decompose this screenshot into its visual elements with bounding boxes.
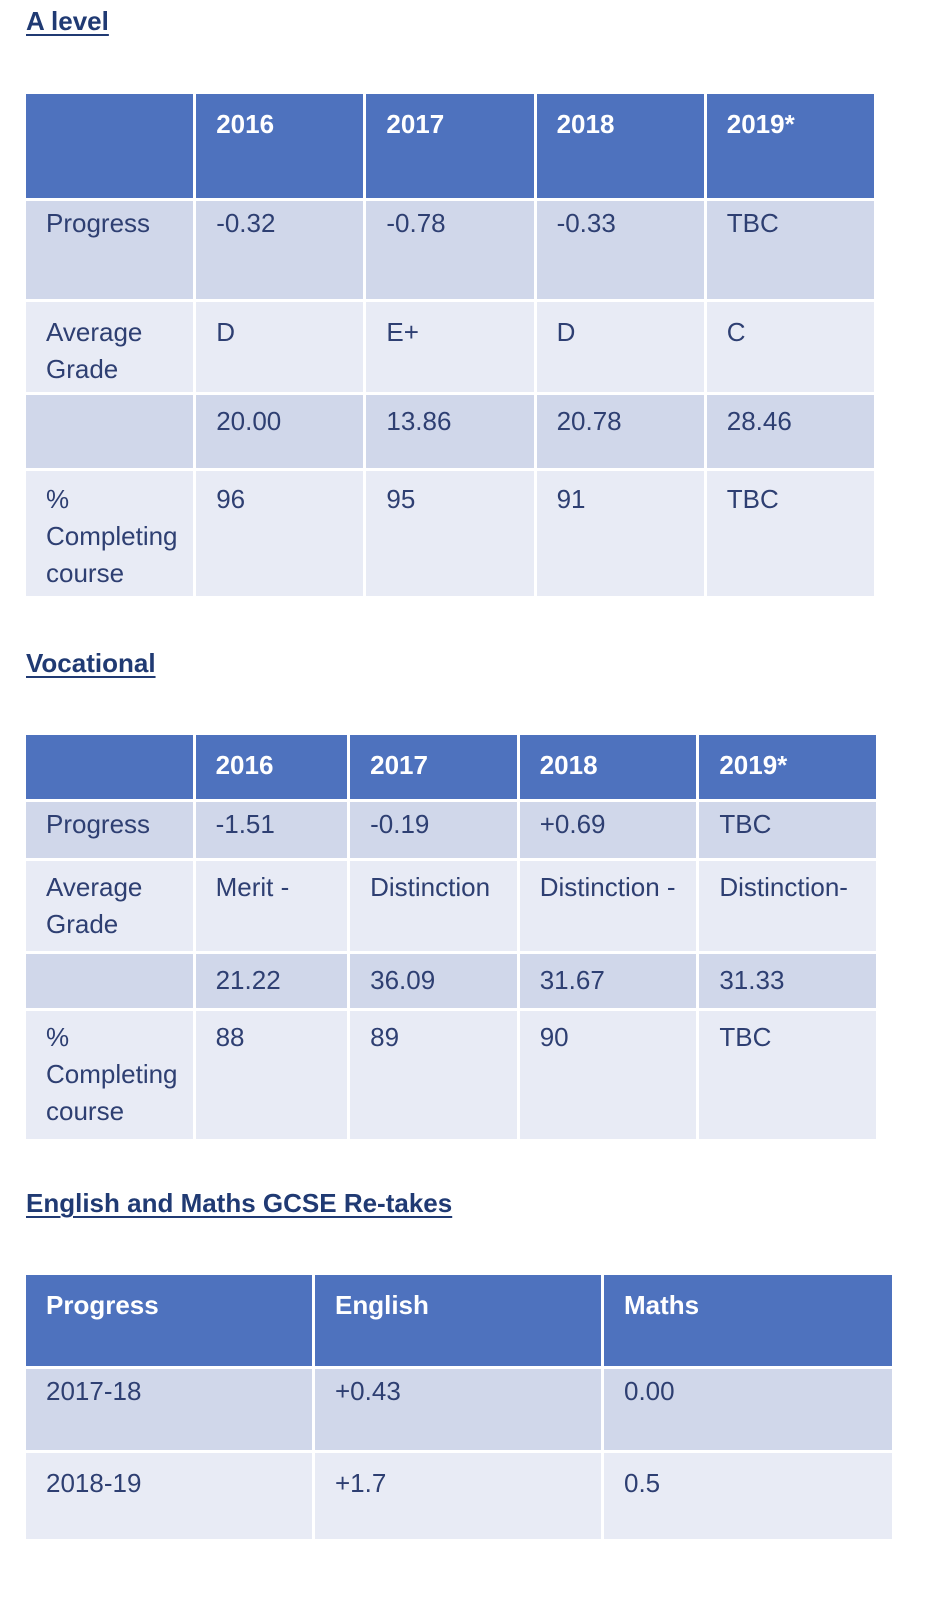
header-cell: 2019* [707,94,874,198]
table-cell: 31.33 [699,954,876,1008]
table-row [26,1369,892,1450]
table-row [26,201,874,299]
table-cell: 13.86 [366,395,533,468]
row-label: Average Grade [26,302,193,392]
table-cell: 21.22 [196,954,348,1008]
table-cell: D [537,302,704,392]
table-cell: TBC [699,802,876,858]
table-cell: E+ [366,302,533,392]
table-row [26,471,874,596]
vocational-table [23,732,879,1142]
row-label [26,954,193,1008]
table-cell: Distinction - [520,861,697,951]
table-row [26,302,874,392]
header-cell: Maths [604,1275,892,1366]
row-label: Average Grade [26,861,193,951]
header-cell: 2017 [350,735,517,799]
table-cell: -1.51 [196,802,348,858]
a-level-table [23,91,877,599]
table-cell: 20.78 [537,395,704,468]
table-row [26,1011,876,1139]
header-cell: 2017 [366,94,533,198]
table-cell: 90 [520,1011,697,1139]
header-cell: 2019* [699,735,876,799]
table-cell: 20.00 [196,395,363,468]
table-cell: Distinction [350,861,517,951]
row-label [26,395,193,468]
table-cell: 36.09 [350,954,517,1008]
table-cell: Merit - [196,861,348,951]
a-level-heading: A level [26,6,109,36]
row-label: % Completing course [26,471,193,596]
row-label: 2017-18 [26,1369,312,1450]
header-cell: 2018 [520,735,697,799]
table-cell: -0.32 [196,201,363,299]
header-cell: 2016 [196,94,363,198]
header-cell: 2016 [196,735,348,799]
vocational-heading: Vocational [26,648,156,678]
header-cell [26,94,193,198]
gcse-retakes-heading: English and Maths GCSE Re-takes [26,1188,453,1218]
table-cell: C [707,302,874,392]
table-cell: +1.7 [315,1453,601,1539]
table-cell: 95 [366,471,533,596]
table-cell: 0.5 [604,1453,892,1539]
table-cell: 91 [537,471,704,596]
gcse-retakes-table [23,1272,895,1542]
table-row [26,395,874,468]
table-cell: 89 [350,1011,517,1139]
table-cell: -0.78 [366,201,533,299]
table-row [26,954,876,1008]
table-cell: Distinction- [699,861,876,951]
row-label: 2018-19 [26,1453,312,1539]
table-cell: D [196,302,363,392]
table-cell: TBC [699,1011,876,1139]
table-row [26,802,876,858]
table-cell: 28.46 [707,395,874,468]
table-cell: 31.67 [520,954,697,1008]
row-label: % Completing course [26,1011,193,1139]
table-header-row [26,1275,892,1366]
table-row [26,1453,892,1539]
table-cell: +0.69 [520,802,697,858]
table-cell: +0.43 [315,1369,601,1450]
header-cell: 2018 [537,94,704,198]
table-header-row [26,94,874,198]
header-cell: English [315,1275,601,1366]
table-row [26,861,876,951]
table-cell: 0.00 [604,1369,892,1450]
table-header-row [26,735,876,799]
row-label: Progress [26,201,193,299]
table-cell: 96 [196,471,363,596]
table-cell: 88 [196,1011,348,1139]
table-cell: -0.33 [537,201,704,299]
table-cell: TBC [707,471,874,596]
header-cell: Progress [26,1275,312,1366]
row-label: Progress [26,802,193,858]
header-cell [26,735,193,799]
table-cell: -0.19 [350,802,517,858]
table-cell: TBC [707,201,874,299]
